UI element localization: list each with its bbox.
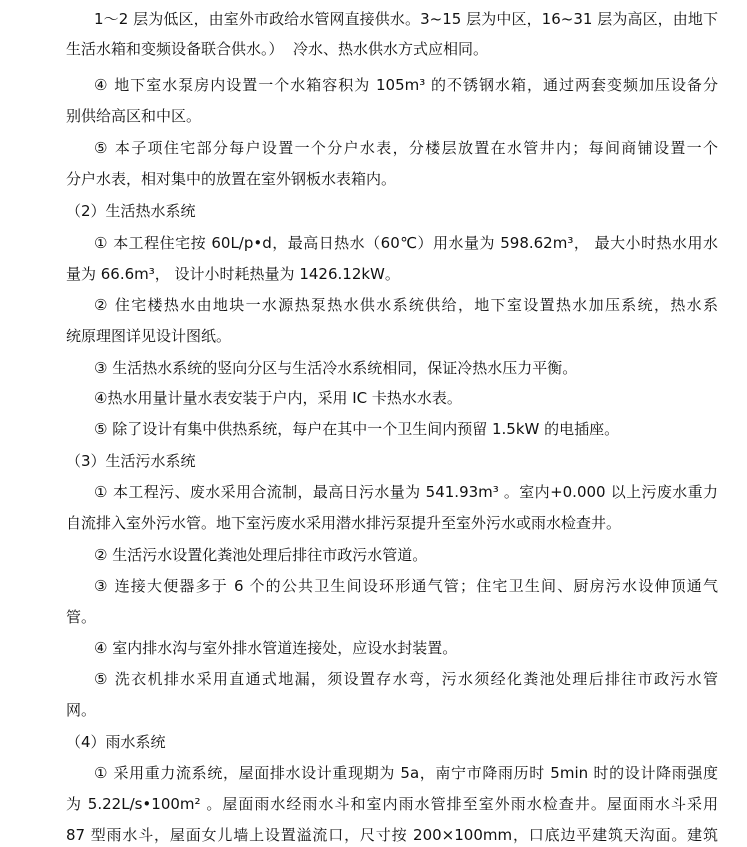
section-heading: （4）雨水系统 [66, 733, 166, 751]
text-line: ④热水用量计量水表安装于户内，采用 IC 卡热水水表。 [94, 389, 462, 407]
text-line: 量为 66.6m³， 设计小时耗热量为 1426.12kW。 [66, 265, 400, 283]
text-line: 87 型雨水斗，屋面女儿墙上设置溢流口，尺寸按 200×100mm，口底边平建筑天沟面。建筑 [66, 826, 718, 844]
text-line: ② 住宅楼热水由地块一水源热泵热水供水系统供给，地下室设置热水加压系统，热水系 [94, 296, 718, 314]
text-line: ① 本工程住宅按 60L/p•d，最高日热水（60℃）用水量为 598.62m³， 最大小时热水用水 [94, 234, 718, 252]
text-line: 别供给高区和中区。 [66, 107, 202, 125]
text-line: 分户水表，相对集中的放置在室外钢板水表箱内。 [66, 170, 397, 188]
text-line: 管。 [66, 608, 97, 626]
text-line: ⑤ 除了设计有集中供热系统，每户在其中一个卫生间内预留 1.5kW 的电插座。 [94, 420, 620, 438]
text-line: ④ 地下室水泵房内设置一个水箱容积为 105m³ 的不锈钢水箱，通过两套变频加压设备分 [94, 76, 718, 94]
text-line: ③ 连接大便器多于 6 个的公共卫生间设环形通气管；住宅卫生间、厨房污水设伸顶通气 [94, 577, 718, 595]
text-line: ① 本工程污、废水采用合流制，最高日污水量为 541.93m³ 。室内+0.000 以上污废水重力 [94, 483, 718, 501]
text-line: 网。 [66, 701, 97, 719]
text-line: 为 5.22L/s•100m² 。屋面雨水经雨水斗和室内雨水管排至室外雨水检查井。屋面雨水斗采用 [66, 795, 718, 813]
text-line: ④ 室内排水沟与室外排水管道连接处，应设水封装置。 [94, 639, 458, 657]
text-line: 统原理图详见设计图纸。 [66, 327, 232, 345]
text-line: 自流排入室外污水管。地下室污废水采用潜水排污泵提升至室外污水或雨水检查井。 [66, 514, 622, 532]
section-heading: （2）生活热水系统 [66, 202, 196, 220]
text-line: 生活水箱和变频设备联合供水。） 冷水、热水供水方式应相同。 [66, 40, 489, 58]
text-line: ① 采用重力流系统，屋面排水设计重现期为 5a，南宁市降雨历时 5min 时的设计降雨强度 [94, 764, 718, 782]
text-line: ⑤ 洗衣机排水采用直通式地漏，须设置存水弯，污水须经化粪池处理后排往市政污水管 [94, 670, 718, 688]
text-line: ② 生活污水设置化粪池处理后排往市政污水管道。 [94, 546, 428, 564]
text-line: ⑤ 本子项住宅部分每户设置一个分户水表，分楼层放置在水管井内；每间商铺设置一个 [94, 139, 718, 157]
section-heading: （3）生活污水系统 [66, 452, 196, 470]
text-line: ③ 生活热水系统的竖向分区与生活冷水系统相同，保证冷热水压力平衡。 [94, 359, 578, 377]
text-line: 1～2 层为低区，由室外市政给水管网直接供水。3~15 层为中区，16~31 层为高区，由地下 [94, 10, 718, 28]
